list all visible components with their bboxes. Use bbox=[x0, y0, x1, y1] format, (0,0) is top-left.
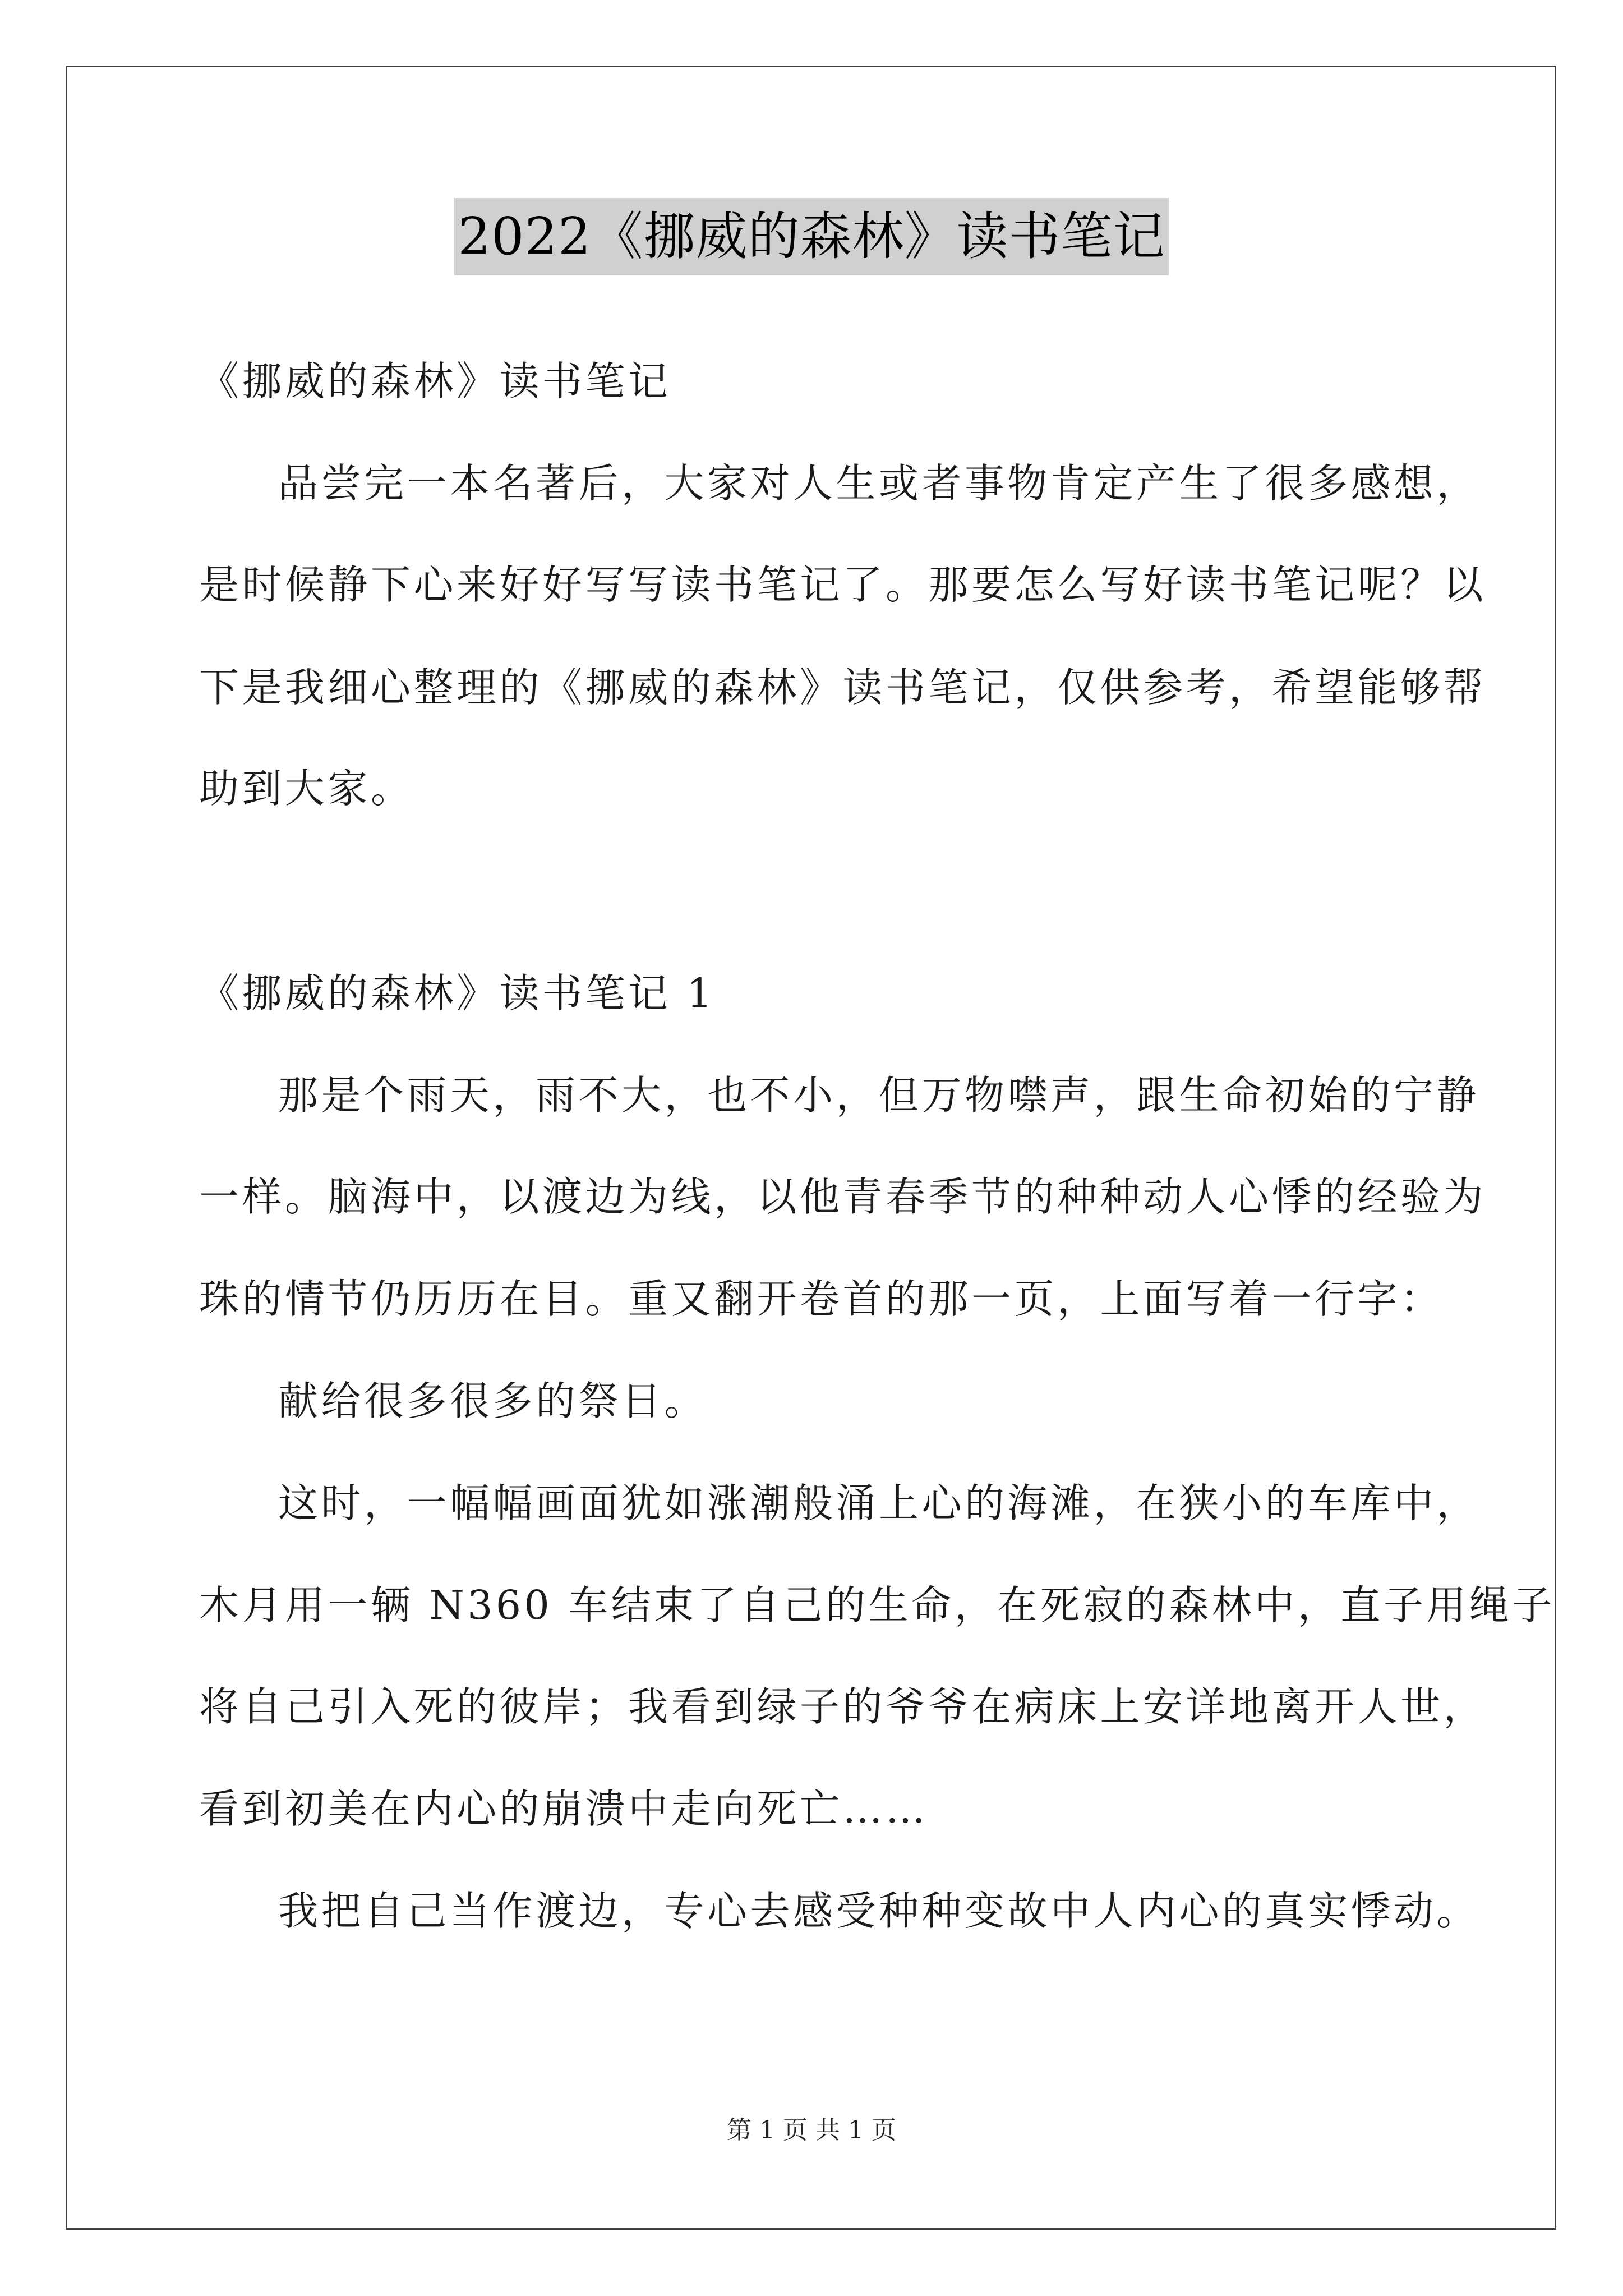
paragraph-line: 将自己引入死的彼岸；我看到绿子的爷爷在病床上安详地离开人世， bbox=[199, 1683, 1487, 1730]
paragraph-line: 我把自己当作渡边，专心去感受种种变故中人内心的真实悸动。 bbox=[278, 1888, 1480, 1934]
paragraph-line: 下是我细心整理的《挪威的森林》读书笔记，仅供参考，希望能够帮 bbox=[199, 664, 1487, 711]
paragraph-line: 那是个雨天，雨不大，也不小，但万物噤声，跟生命初始的宁静 bbox=[278, 1072, 1480, 1119]
paragraph-line: 助到大家。 bbox=[199, 765, 414, 812]
paragraph-line: 是时候静下心来好好写写读书笔记了。那要怎么写好读书笔记呢？以 bbox=[199, 562, 1487, 608]
section-heading: 《挪威的森林》读书笔记 bbox=[199, 358, 671, 404]
document-title: 2022《挪威的森林》读书笔记 bbox=[454, 198, 1168, 275]
paragraph-line: 献给很多很多的祭日。 bbox=[278, 1378, 708, 1424]
paragraph-line: 一样。脑海中，以渡边为线，以他青春季节的种种动人心悸的经验为 bbox=[199, 1174, 1487, 1220]
page-footer: 第 1 页 共 1 页 bbox=[727, 2116, 896, 2145]
paragraph-line: 看到初美在内心的崩溃中走向死亡…… bbox=[199, 1786, 929, 1832]
section-heading: 《挪威的森林》读书笔记 1 bbox=[199, 970, 716, 1016]
paragraph-line: 木月用一辆 N360 车结束了自己的生命，在死寂的森林中，直子用绳子 bbox=[199, 1582, 1555, 1628]
title-container bbox=[0, 198, 1623, 275]
paragraph-line: 珠的情节仍历历在目。重又翻开卷首的那一页，上面写着一行字： bbox=[199, 1276, 1444, 1322]
paragraph-line: 品尝完一本名著后，大家对人生或者事物肯定产生了很多感想， bbox=[278, 460, 1480, 507]
paragraph-line: 这时，一幅幅画面犹如涨潮般涌上心的海滩，在狭小的车库中， bbox=[278, 1480, 1480, 1526]
